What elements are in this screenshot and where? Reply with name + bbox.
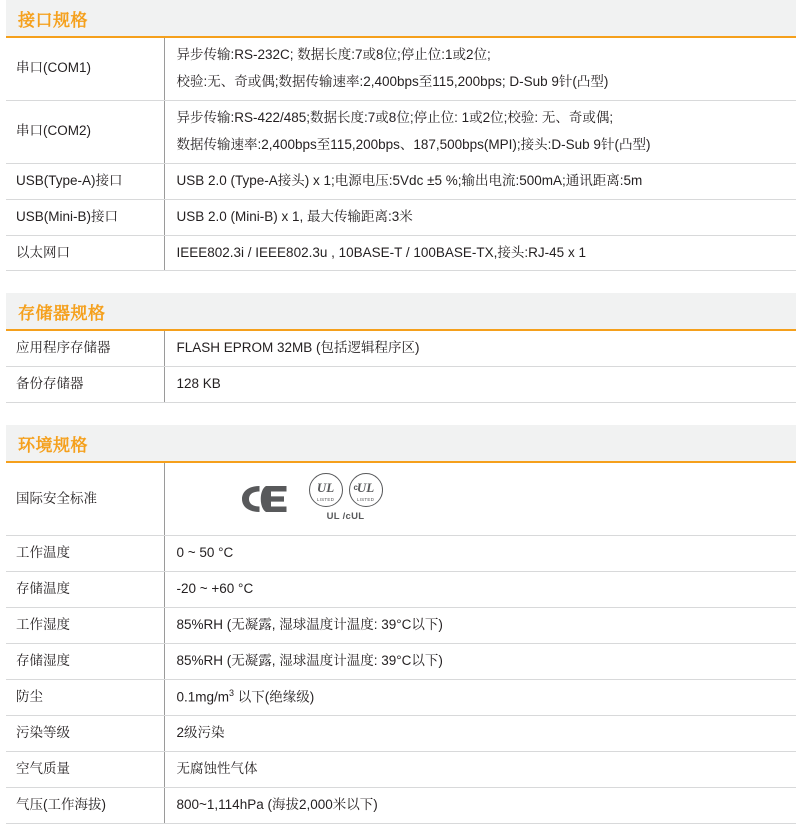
section-header-environment — [6, 425, 796, 463]
ul-listed-text: LISTED — [356, 497, 375, 503]
ul-listed-text: LISTED — [316, 497, 335, 503]
section-header-memory — [6, 293, 796, 331]
value-line: 异步传输:RS-422/485;数据长度:7或8位;停止位: 1或2位;校验: 无、奇或偶; — [176, 109, 614, 125]
value-line: 0 ~ 50 °C — [176, 545, 234, 561]
safety-marks-cell — [164, 463, 796, 535]
ce-mark-icon — [233, 482, 295, 516]
ul-mark-group — [309, 473, 383, 525]
ul-listed-icon — [309, 473, 343, 507]
row-value — [164, 536, 796, 572]
cul-prefix-text: c — [353, 483, 358, 493]
row-value — [164, 199, 796, 235]
row-label: 存储温度 — [6, 571, 164, 607]
row-value — [164, 571, 796, 607]
table-row — [6, 38, 796, 100]
value-line: 128 KB — [176, 376, 221, 392]
value-line: 2级污染 — [176, 725, 225, 741]
value-line: FLASH EPROM 32MB (包括逻辑程序区) — [176, 340, 420, 356]
table-row — [6, 571, 796, 607]
section-environment — [6, 425, 796, 824]
row-label: 国际安全标准 — [6, 463, 164, 535]
row-value — [164, 643, 796, 679]
row-label: 工作湿度 — [6, 607, 164, 643]
table-row — [6, 752, 796, 788]
value-line: 800~1,114hPa (海拔2,000米以下) — [176, 796, 378, 812]
value-line: 无腐蚀性气体 — [176, 761, 258, 777]
row-value — [164, 787, 796, 823]
row-value — [164, 679, 796, 715]
section-title: 环境规格 — [18, 435, 88, 455]
interface-spec-table — [6, 38, 796, 271]
table-row — [6, 536, 796, 572]
row-value — [164, 607, 796, 643]
row-label: 以太网口 — [6, 235, 164, 271]
table-row — [6, 643, 796, 679]
value-line: 85%RH (无凝露, 湿球温度计温度: 39°C以下) — [176, 616, 443, 632]
row-value — [164, 100, 796, 163]
row-label: 串口(COM2) — [6, 100, 164, 163]
value-line: -20 ~ +60 °C — [176, 580, 254, 596]
row-label: 污染等级 — [6, 716, 164, 752]
section-header-interface — [6, 0, 796, 38]
section-memory — [6, 293, 796, 403]
row-value — [164, 331, 796, 366]
ul-mark-text: UL — [356, 480, 375, 496]
row-label: 串口(COM1) — [6, 38, 164, 100]
value-line: IEEE802.3i / IEEE802.3u , 10BASE-T / 100BASE-TX,接头:RJ-45 x 1 — [176, 244, 586, 260]
row-value — [164, 38, 796, 100]
section-interface — [6, 0, 796, 271]
value-line: $0.1mg/m^3$ 以下(绝缘级) — [176, 687, 315, 705]
row-label: 空气质量 — [6, 752, 164, 788]
table-row — [6, 331, 796, 366]
table-row — [6, 716, 796, 752]
value-line: 异步传输:RS-232C; 数据长度:7或8位;停止位:1或2位; — [176, 47, 491, 62]
table-row — [6, 607, 796, 643]
value-line: 校验:无、奇或偶;数据传输速率:2,400bps至115,200bps; D-Sub 9针(凸型) — [176, 73, 609, 89]
row-value — [164, 367, 796, 403]
row-value — [164, 163, 796, 199]
row-label: 气压(工作海拔) — [6, 787, 164, 823]
memory-spec-table — [6, 331, 796, 403]
ul-mark-caption: UL /cUL — [326, 511, 365, 523]
row-value — [164, 752, 796, 788]
value-line: USB 2.0 (Type-A接头) x 1;电源电压:5Vdc ±5 %;输出电流:500mA;通讯距离:5m — [176, 172, 643, 188]
table-row — [6, 463, 796, 535]
section-title: 存储器规格 — [18, 303, 106, 323]
table-row — [6, 199, 796, 235]
row-value — [164, 235, 796, 271]
row-label: 存储湿度 — [6, 643, 164, 679]
table-row — [6, 235, 796, 271]
environment-spec-table — [6, 463, 796, 824]
cul-listed-icon — [349, 473, 383, 507]
row-label: 备份存储器 — [6, 367, 164, 403]
row-label: USB(Mini-B)接口 — [6, 199, 164, 235]
value-line: 数据传输速率:2,400bps至115,200bps、187,500bps(MPI);接头:D-Sub 9针(凸型) — [176, 136, 651, 152]
table-row — [6, 679, 796, 715]
ul-mark-text: UL — [316, 480, 335, 496]
value-line: 85%RH (无凝露, 湿球温度计温度: 39°C以下) — [176, 652, 443, 668]
row-label: 防尘 — [6, 679, 164, 715]
row-label: 工作温度 — [6, 536, 164, 572]
table-row — [6, 100, 796, 163]
row-label: USB(Type-A)接口 — [6, 163, 164, 199]
table-row — [6, 163, 796, 199]
value-line: USB 2.0 (Mini-B) x 1, 最大传输距离:3米 — [176, 208, 413, 224]
table-row — [6, 367, 796, 403]
table-row — [6, 787, 796, 823]
row-label: 应用程序存储器 — [6, 331, 164, 366]
section-title: 接口规格 — [18, 10, 88, 30]
row-value — [164, 716, 796, 752]
